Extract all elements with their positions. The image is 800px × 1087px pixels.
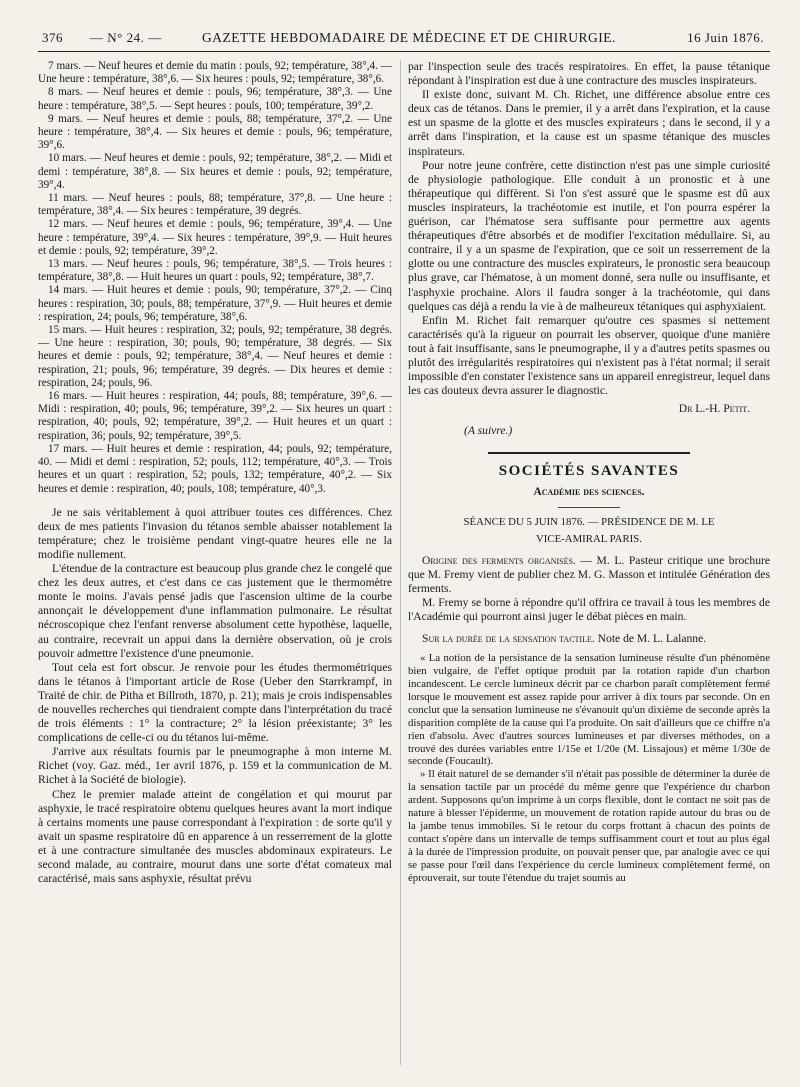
paragraph: Il existe donc, suivant M. Ch. Richet, une différence absolue entre ces deux cas de tétanos. Dans le premier, il y a arrêt dans l'expiration, et la cause est un spasme de la glotte et des muscles expirateurs ; dans le second, il y a arrêt dans l'inspiration, et la cause est un spasme tétanique des muscles inspirateurs. (408, 88, 770, 158)
running-header (38, 26, 770, 52)
observation-entry: 9 mars. — Neuf heures et demie : pouls, 88; température, 37°,2. — Une heure : température, 38°,4. — Six heures et demie : pouls, 96; température, 39°,6. (38, 112, 392, 152)
report-heading: Sur la durée de la sensation tactile. (422, 632, 595, 646)
report-text: — M. L. Pasteur critique une brochure que M. Fremy vient de publier chez M. G. Masson et intitulée Génération des ferments. (408, 553, 770, 595)
observation-entry: 10 mars. — Neuf heures et demie : pouls, 92; température, 38°,2. — Midi et demi : température, 38°,8. — Six heures et demie : pouls, 92; température, 39°,4. (38, 152, 392, 191)
paragraph: Je ne sais véritablement à quoi attribuer toutes ces différences. Chez deux de mes patients l'invasion du tétanos semble abaisser notablement la température; chez le troisième pendant vingt-quatre heures elle ne la modifie nullement. (38, 505, 392, 561)
report-heading: Origine des ferments organisés. (422, 553, 576, 567)
paragraph: Chez le premier malade atteint de congélation et qui mourut par asphyxie, le tracé respiratoire obtenu quelques heures avant la mort indique à certains moments une pause correspondant à l'expiration : de sorte qu'il y avait un spasme respiratoire dû en apparence à un resserrement de la glotte et à une contracture simultanée des muscles abdominaux expirateurs. Le second malade, au contraire, mourut dans une sorte d'état comateux mal caractérisé, mais sans asphyxie, résultat prévu (38, 787, 392, 886)
observation-entry: 11 mars. — Neuf heures : pouls, 88; température, 37°,8. — Une heure : température, 38°,4. — Six heures : température, 39 degrés. (38, 192, 392, 218)
paragraph: L'étendue de la contracture est beaucoup plus grande chez le congelé que chez les deux autres, et c'est dans ce cas justement que le thermomètre monte le moins. J'avais pensé jadis que l'ascension ultime de la courbe annonçait le développement d'une inflammation pulmonaire. Le résultat nécroscopique chez l'enfant renverse absolument cette hypothèse, laquelle, au contraire, recevrait un appui dans la dernière observation, où je crois pouvoir admettre l'existence d'une pneumonie. (38, 562, 392, 660)
author-signature: Dr L.-H. Petit. (678, 402, 750, 416)
section-rule (488, 452, 690, 454)
quote-paragraph: « La notion de la persistance de la sensation lumineuse résulte d'un phénomène bien vulgaire, de l'effet optique produit par la rotation rapide d'un charbon incandescent. Le cercle lumineux décrit par ce charbon paraît complètement fermé lorsque le mouvement est assez rapide pour arriver à dix tours par seconde. On en conclut que la sensation lumineuse ne s'évanouit qu'un dixième de seconde après la disparition complète de la cause qui l'a produite. On sait d'ailleurs que ce chiffre n'a rien d'absolu. Avec d'autres sources lumineuses et par diverses méthodes, on a trouvé des durées variables entre 1/15e et 1/20e (M. Lissajous) et même 1/30e de seconde (Foucault). (408, 652, 770, 768)
report-item: M. Fremy se borne à répondre qu'il offrira ce travail à tous les membres de l'Académie qui pourront ainsi juger le débat pièces en main. (408, 595, 770, 623)
academy-report (408, 554, 770, 647)
section-title: SOCIÉTÉS SAVANTES (498, 463, 680, 480)
column-divider (400, 60, 401, 1065)
observation-entry: 15 mars. — Huit heures : respiration, 32; pouls, 92; température, 38 degrés. — Une heure : respiration, 30; pouls, 90; température, 38 degrés. — Six heures et demie : pouls, 92; température, 38°,4. — Neuf heures et demie : respiration, 21; pouls, 96; température, 39 degrés. — Dix heures et demie : respiration, 24; pouls, 96. (38, 324, 392, 389)
paragraph: Tout cela est fort obscur. Je renvoie pour les études thermométriques dans le tétanos à l'important article de Rose (Ueber den Starrkrampf, in Traité de chir. de Pitha et Billroth, 1870, p. 21); mais je crois indispensables de nouvelles recherches qui tiendraient compte dans l'interprétation du tracé de trois éléments : 1° la contracture; 2° la lésion préexistante; 3° les complications de celle-ci ou du tétanos lui-même. (38, 660, 392, 745)
seance-line: SÉANCE DU 5 JUIN 1876. — PRÉSIDENCE DE M. LE (463, 515, 715, 528)
journal-title: GAZETTE HEBDOMADAIRE DE MÉDECINE ET DE CHIRURGIE. (202, 30, 616, 45)
quote-paragraph: » Il était naturel de se demander s'il n'était pas possible de déterminer la durée de la sensation tactile par un procédé du même genre que l'expérience du charbon ardent. Supposons qu'on imprime à un corps flexible, dont le contact ne soit pas de nature à blesser l'épiderme, un mouvement de rotation rapide autour du bras ou de la jambe tenus immobiles. Si le retour du corps frottant à chacun des points de contact s'opère dans un intervalle de temps suffisamment court et tout au plus égal à la durée de l'impression produite, on pouvait penser que, par analogie avec ce qui se passe pour l'œil dans l'expérience du cercle lumineux complètement fermé, on éprouverait, sur toute l'étendue du trajet soumis au (408, 768, 770, 884)
paragraph: Enfin M. Richet fait remarquer qu'outre ces spasmes si nettement caractérisés qu'à la rigueur on pourrait les observer, quoique d'une manière tout à fait insuffisante, sans le pneumographe, il y a d'autres petits spasmes ou plutôt des irrégularités respiratoires qui n'existent pas à l'état normal; il serait impossible d'en constater l'existence sans un appareil enregistreur, lequel dans les cas douteux devra assurer le diagnostic. (408, 313, 770, 398)
report-author: Note de M. L. Lalanne. (597, 632, 707, 646)
subsection-title: Académie des sciences. (533, 485, 645, 498)
right-column (408, 60, 770, 885)
observation-entry: 16 mars. — Huit heures : respiration, 44; pouls, 88; température, 39°,6. — Midi : respiration, 40; pouls, 96; température, 39°,2. — Six heures un quart : respiration, 40; pouls, 92; température, 39°,2. — Huit heures et un quart : respiration, 36; pouls, 92; température, 39°,5. (38, 390, 392, 442)
observation-entry: 17 mars. — Huit heures et demie : respiration, 44; pouls, 92; température, 40. — Midi et demi : respiration, 52; pouls, 112; température, 40°,3. — Trois heures et un quart : respiration, 52; pouls, 132; température, 40°,2. — Six heures et demie : respiration, 40; pouls, 108; température, 40°,3. (38, 442, 392, 495)
seance-line: VICE-AMIRAL PARIS. (536, 532, 642, 545)
left-column (38, 60, 392, 886)
issue-number: — N° 24. — (90, 30, 162, 45)
report-item (408, 554, 770, 596)
issue-date: 16 Juin 1876. (687, 30, 764, 45)
article-body-right (408, 60, 770, 398)
observation-entry: 13 mars. — Neuf heures : pouls, 96; température, 38°,5. — Trois heures : température, 38°,8. — Huit heures un quart : pouls, 92; température, 38°,7. (38, 258, 392, 284)
subsection-rule (558, 507, 620, 508)
paragraph: Pour notre jeune confrère, cette distinction n'est pas une simple curiosité de physiologie pathologique. Elle conduit à un pronostic et à une thérapeutique qui diffèrent. Si l'on s'est assuré que le spasme est dû aux muscles inspirateurs, la trachéotomie est inutile, et l'on pourra espérer la guérison, car l'hématose sera suffisante pour permettre aux agents thérapeutiques d'être absorbés et de modifier l'excitation médullaire. Si, au contraire, il y a un spasme de l'expiration, que ce soit un resserrement de la glotte ou une contracture des muscles expirateurs, le pronostic sera beaucoup plus grave, car l'hématose, à un moment donné, sera nulle ou insuffisante, et l'asphyxie prochaine. Alors il faudra songer à la trachéotomie, qui dans quelques cas déjà a rendu la vie à de malheureux tétaniques qui asphyxiaient. (408, 158, 770, 313)
observation-entry: 8 mars. — Neuf heures et demie : pouls, 96; température, 38°,3. — Une heure : température, 38°,5. — Sept heures : pouls, 100; température, 39°,2. (38, 86, 392, 112)
observation-entry: 7 mars. — Neuf heures et demie du matin : pouls, 92; température, 38°,4. — Une heure : température, 38°,6. — Six heures : pouls, 92; température, 38°,6. (38, 60, 392, 86)
paragraph: J'arrive aux résultats fournis par le pneumographe à mon interne M. Richet (voy. Gaz. méd., 1er avril 1876, p. 159 et la communication de M. Richet à la Société de biologie). (38, 745, 392, 787)
to-be-continued: (A suivre.) (464, 424, 513, 438)
article-body-left (38, 506, 392, 887)
page-number: 376 (42, 30, 63, 45)
observation-entry: 14 mars. — Huit heures et demie : pouls, 90; température, 37°,2. — Cinq heures : respiration, 30; pouls, 88; température, 37°,9. — Huit heures et demie : respiration, 24; pouls, 96; température, 38°,6. (38, 284, 392, 323)
paragraph: par l'inspection seule des tracés respiratoires. En effet, la pause tétanique répondant à l'inspiration est due à une contracture des muscles inspirateurs. (408, 60, 770, 88)
quoted-note (408, 652, 770, 884)
observation-entry: 12 mars. — Neuf heures et demie : pouls, 96; température, 39°,4. — Une heure : température, 39°,4. — Six heures : température, 39°,9. — Huit heures et demie : pouls, 92; température, 39°,2. (38, 218, 392, 257)
observation-log (38, 60, 392, 496)
report-item (408, 632, 770, 646)
